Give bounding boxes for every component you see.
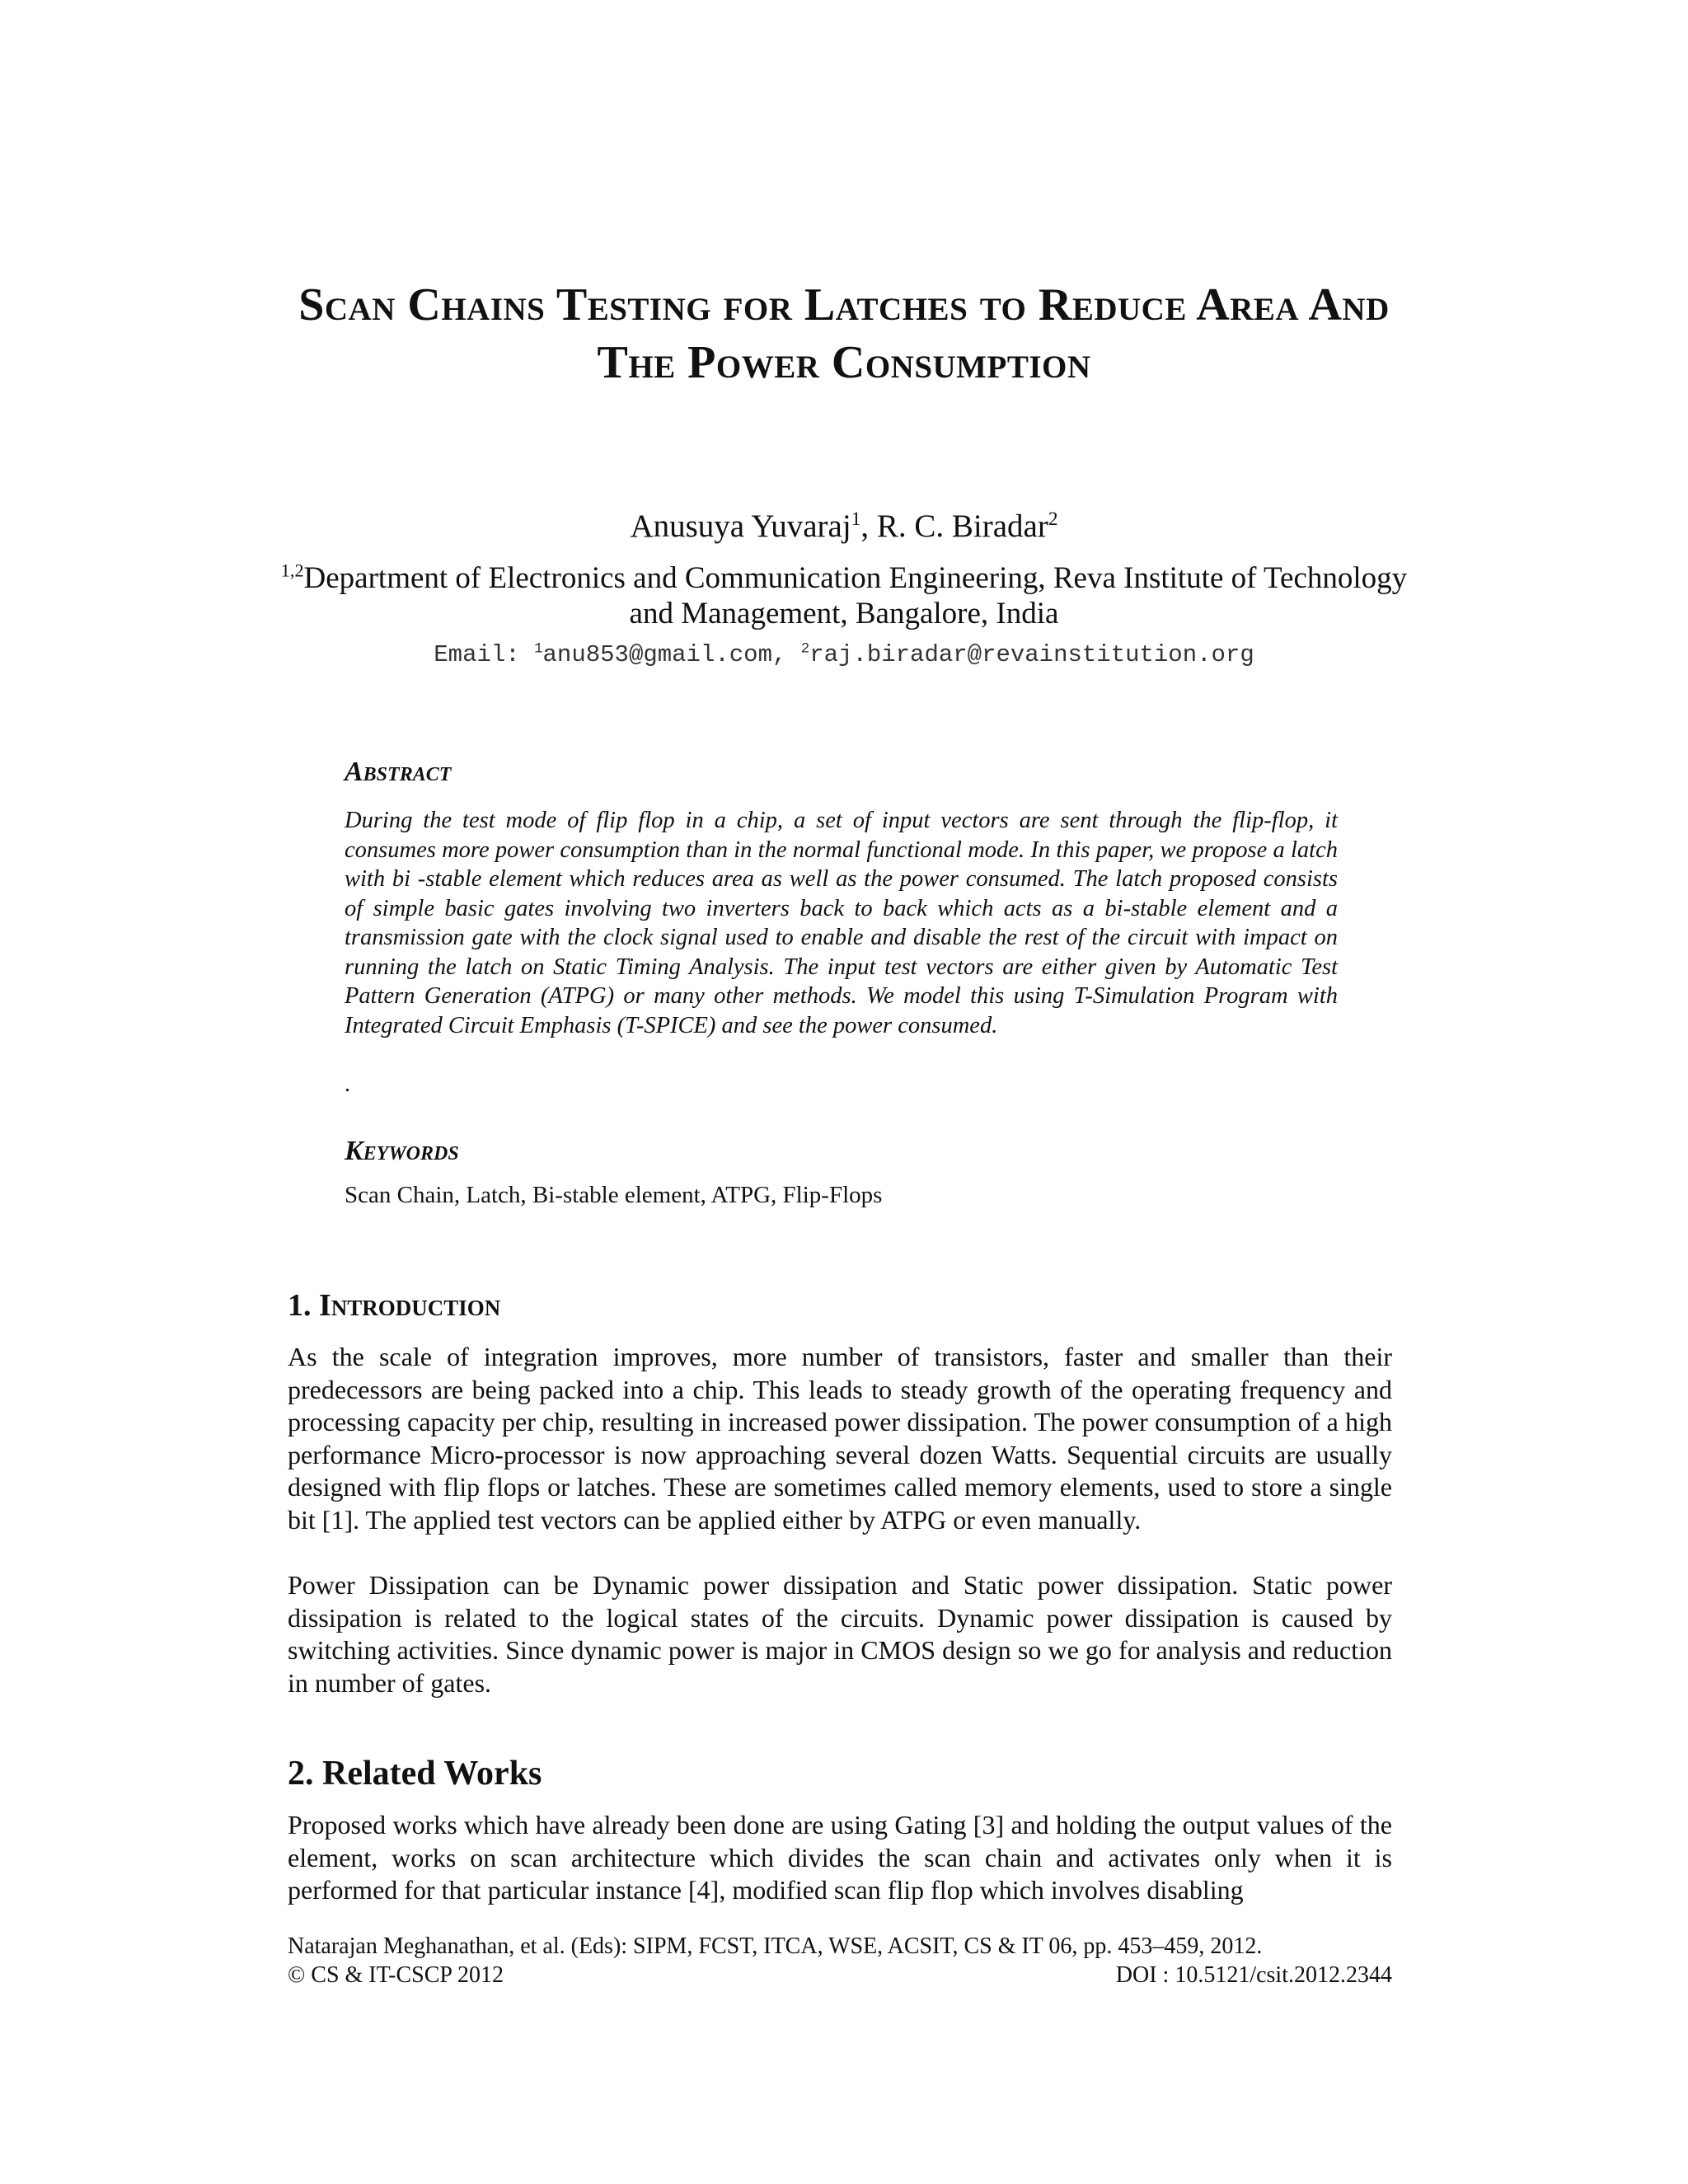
- email-line: Email: $^1$anu853@gmail.com, $^2$raj.biradar@revainstitution.org: [434, 641, 1254, 668]
- paper-title: Scan Chains Testing for Latches to Reduce Area And The Power Consumption: [298, 279, 1390, 388]
- intro-paragraph: Power Dissipation can be Dynamic power dissipation and Static power dissipation. Static power dissipation is related to the logical states of the circuits. Dynamic power dissipation is caused by switching activities. Since dynamic power is major in CMOS design so we go for analysis and reduction in number of gates.: [288, 1570, 1392, 1698]
- author-mark: 1: [851, 509, 861, 530]
- author-mark: 2: [1048, 509, 1058, 530]
- intro-paragraph: As the scale of integration improves, more number of transistors, faster and smaller than their predecessors are being packed into a chip. This leads to steady growth of the operating frequency and processing capacity per chip, resulting in increased power dissipation. The power consumption of a high performance Micro-processor is now approaching several dozen Watts. Sequential circuits are usually designed with flip flops or latches. These are sometimes called memory elements, used to store a single bit [1]. The applied test vectors can be applied either by ATPG or even manually.: [288, 1342, 1392, 1535]
- author-line: Anusuya Yuvaraj$^1$, R. C. Biradar$^2$: [630, 509, 1058, 544]
- footer-doi[interactable]: DOI : 10.5121/csit.2012.2344: [1115, 1962, 1392, 1988]
- affiliation-text: Department of Electronics and Communication Engineering, Reva Institute of Technology and Management, Bangalore, India: [303, 561, 1408, 630]
- related-works-paragraph: Proposed works which have already been done are using Gating [3] and holding the output values of the element, works on scan architecture which divides the scan chain and activates only when it is performed for that particular instance [4], modified scan flip flop which involves disabling: [288, 1810, 1392, 1905]
- keywords-text: Scan Chain, Latch, Bi-stable element, ATPG, Flip-Flops: [345, 1182, 883, 1208]
- section-heading-related-works: 2. Related Works: [288, 1755, 542, 1793]
- abstract-text: During the test mode of flip flop in a chip, a set of input vectors are sent through the flip-flop, it consumes more power consumption than in the normal functional mode. In this paper, we propose a latch with bi -stable element which reduces area as well as the power consumed. The latch proposed consists of simple basic gates involving two inverters back to back which acts as a bi-stable element and a transmission gate with the clock signal used to enable and disable the rest of the circuit with impact on running the latch on Static Timing Analysis. The input test vectors are either given by Automatic Test Pattern Generation (ATPG) or many other methods. We model this using T-Simulation Program with Integrated Circuit Emphasis (T-SPICE) and see the power consumed.: [345, 808, 1338, 1038]
- footer-row: [288, 1961, 1392, 1990]
- affiliation-mark: 1,2: [280, 560, 304, 581]
- page-footer: [288, 1932, 1392, 1990]
- email-address[interactable]: anu853@gmail.com: [542, 641, 772, 668]
- email-address[interactable]: raj.biradar@revainstitution.org: [809, 641, 1254, 668]
- section-heading-introduction: 1. Introduction: [288, 1288, 501, 1323]
- author-name: Anusuya Yuvaraj: [630, 509, 851, 544]
- keywords-heading: Keywords: [345, 1136, 459, 1166]
- email-mark: 2: [800, 641, 810, 658]
- abstract-heading: Abstract: [345, 757, 452, 787]
- email-mark: 1: [534, 641, 543, 658]
- abstract-trailing-mark: .: [345, 1071, 350, 1097]
- email-label: Email:: [434, 641, 520, 668]
- footer-citation: Natarajan Meghanathan, et al. (Eds): SIPM, FCST, ITCA, WSE, ACSIT, CS & IT 06, pp. 453–459, 2012.: [288, 1933, 1263, 1959]
- affiliation: [267, 560, 1421, 631]
- footer-copyright: © CS & IT-CSCP 2012: [288, 1962, 504, 1988]
- author-name: R. C. Biradar: [876, 509, 1048, 544]
